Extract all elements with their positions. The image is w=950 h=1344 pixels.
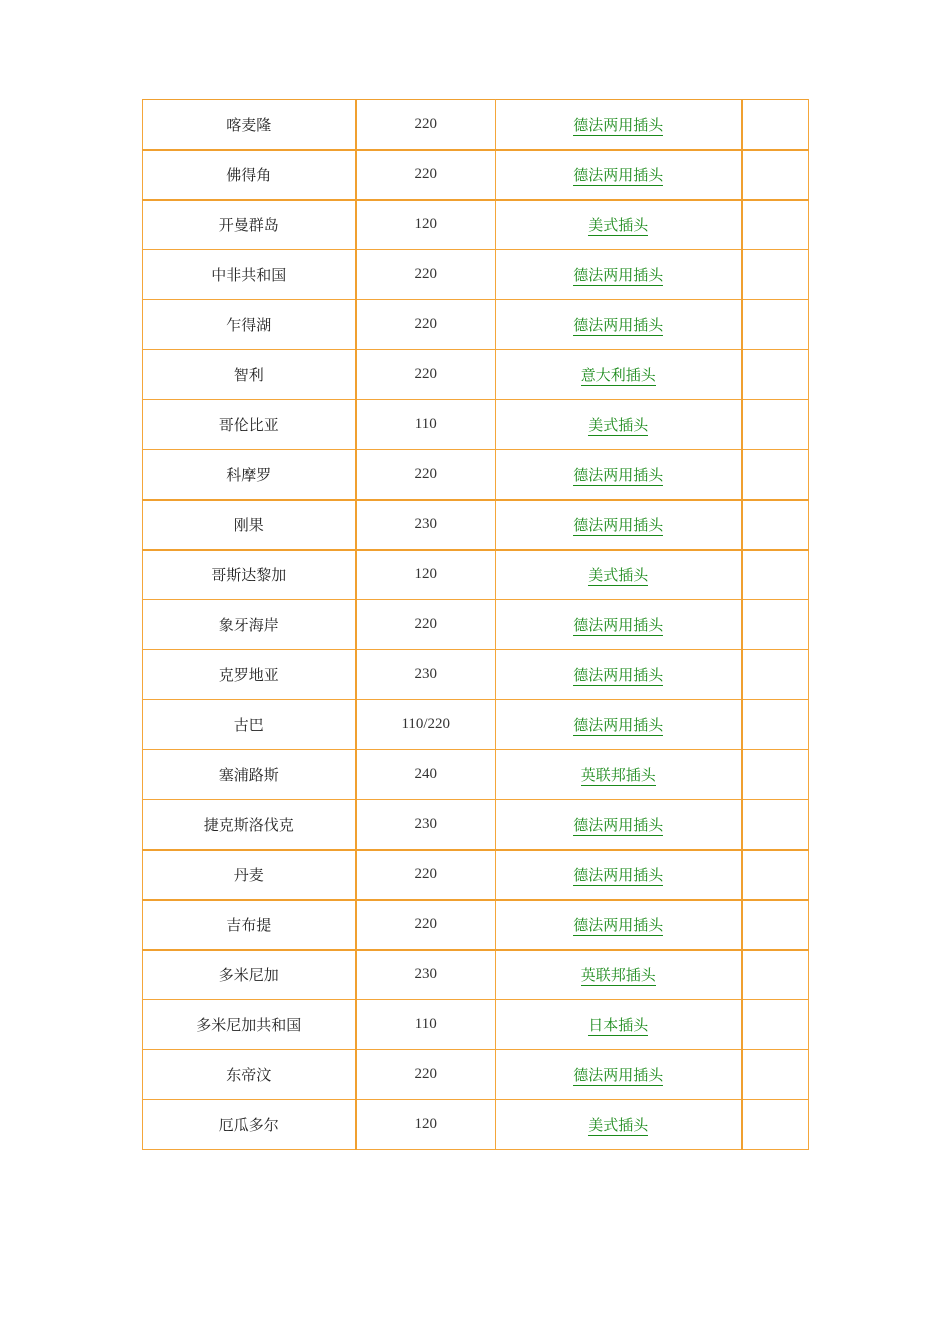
- plug-link[interactable]: 德法两用插头: [573, 866, 664, 884]
- country-cell: 刚果: [143, 500, 356, 550]
- plug-cell: [496, 600, 742, 650]
- plug-cell: [496, 950, 742, 1000]
- plug-link[interactable]: 德法两用插头: [573, 316, 664, 334]
- table-row: [143, 1000, 809, 1050]
- voltage-cell: 110/220: [356, 700, 496, 750]
- voltage-cell: 120: [356, 200, 496, 250]
- plug-cell: [496, 200, 742, 250]
- plug-cell: [496, 400, 742, 450]
- voltage-cell: 120: [356, 550, 496, 600]
- empty-cell: [742, 850, 809, 900]
- country-cell: 多米尼加: [143, 950, 356, 1000]
- plug-cell: [496, 700, 742, 750]
- country-cell: 丹麦: [143, 850, 356, 900]
- table-row: [143, 900, 809, 950]
- plug-link[interactable]: 德法两用插头: [573, 166, 664, 184]
- empty-cell: [742, 550, 809, 600]
- plug-link[interactable]: 美式插头: [588, 566, 649, 585]
- voltage-cell: 220: [356, 450, 496, 500]
- plug-link[interactable]: 意大利插头: [580, 366, 656, 384]
- plug-link[interactable]: 美式插头: [588, 1116, 649, 1134]
- voltage-plug-table: [142, 99, 809, 1150]
- table-row: [143, 450, 809, 500]
- table-row: [143, 600, 809, 650]
- plug-link[interactable]: 德法两用插头: [573, 1066, 664, 1084]
- empty-cell: [742, 300, 809, 350]
- plug-cell: [496, 900, 742, 950]
- empty-cell: [742, 700, 809, 750]
- country-cell: 哥斯达黎加: [143, 550, 356, 600]
- country-cell: 厄瓜多尔: [143, 1100, 356, 1150]
- empty-cell: [742, 150, 809, 200]
- table-row: [143, 200, 809, 250]
- table-row: [143, 850, 809, 900]
- empty-cell: [742, 1000, 809, 1050]
- country-cell: 智利: [143, 350, 356, 400]
- country-cell: 克罗地亚: [143, 650, 356, 700]
- voltage-cell: 220: [356, 1050, 496, 1100]
- country-cell: 捷克斯洛伐克: [143, 800, 356, 850]
- voltage-cell: 110: [356, 400, 496, 450]
- voltage-cell: 220: [356, 600, 496, 650]
- country-cell: 乍得湖: [143, 300, 356, 350]
- plug-cell: [496, 1100, 742, 1150]
- plug-cell: [496, 300, 742, 350]
- empty-cell: [742, 350, 809, 400]
- plug-cell: [496, 800, 742, 850]
- empty-cell: [742, 250, 809, 300]
- plug-link[interactable]: 德法两用插头: [573, 716, 664, 734]
- empty-cell: [742, 400, 809, 450]
- plug-cell: [496, 650, 742, 700]
- table-row: [143, 500, 809, 550]
- plug-cell: [496, 450, 742, 500]
- table-row: [143, 300, 809, 350]
- plug-link[interactable]: 德法两用插头: [573, 916, 664, 934]
- table-row: [143, 100, 809, 150]
- plug-link[interactable]: 德法两用插头: [573, 115, 664, 134]
- voltage-cell: 240: [356, 750, 496, 800]
- table-row: [143, 700, 809, 750]
- country-cell: 喀麦隆: [143, 100, 356, 150]
- empty-cell: [742, 500, 809, 550]
- voltage-cell: 230: [356, 500, 496, 550]
- empty-cell: [742, 200, 809, 250]
- voltage-cell: 220: [356, 300, 496, 350]
- plug-cell: [496, 350, 742, 400]
- plug-cell: [496, 1050, 742, 1100]
- table-row: [143, 1100, 809, 1150]
- plug-cell: [496, 550, 742, 600]
- voltage-cell: 220: [356, 250, 496, 300]
- table-row: [143, 950, 809, 1000]
- country-cell: 科摩罗: [143, 450, 356, 500]
- table-row: [143, 250, 809, 300]
- table-row: [143, 150, 809, 200]
- plug-link[interactable]: 德法两用插头: [573, 465, 664, 484]
- country-cell: 哥伦比亚: [143, 400, 356, 450]
- empty-cell: [742, 450, 809, 500]
- plug-cell: [496, 150, 742, 200]
- plug-link[interactable]: 德法两用插头: [573, 516, 664, 534]
- plug-link[interactable]: 英联邦插头: [580, 766, 656, 784]
- table-row: [143, 350, 809, 400]
- country-cell: 古巴: [143, 700, 356, 750]
- voltage-cell: 220: [356, 850, 496, 900]
- table-row: [143, 800, 809, 850]
- empty-cell: [742, 950, 809, 1000]
- voltage-cell: 230: [356, 650, 496, 700]
- plug-link[interactable]: 美式插头: [588, 416, 649, 434]
- empty-cell: [742, 650, 809, 700]
- plug-cell: [496, 750, 742, 800]
- empty-cell: [742, 100, 809, 150]
- voltage-cell: 120: [356, 1100, 496, 1150]
- plug-link[interactable]: 日本插头: [588, 1016, 649, 1034]
- country-cell: 象牙海岸: [143, 600, 356, 650]
- plug-link[interactable]: 德法两用插头: [573, 666, 664, 684]
- table-row: [143, 400, 809, 450]
- plug-link[interactable]: 德法两用插头: [573, 616, 664, 634]
- country-cell: 东帝汶: [143, 1050, 356, 1100]
- empty-cell: [742, 1050, 809, 1100]
- country-cell: 开曼群岛: [143, 200, 356, 250]
- plug-link[interactable]: 英联邦插头: [580, 966, 656, 985]
- voltage-cell: 220: [356, 350, 496, 400]
- plug-cell: [496, 1000, 742, 1050]
- country-cell: 多米尼加共和国: [143, 1000, 356, 1050]
- country-cell: 中非共和国: [143, 250, 356, 300]
- plug-link[interactable]: 德法两用插头: [573, 815, 664, 834]
- empty-cell: [742, 600, 809, 650]
- voltage-cell: 220: [356, 150, 496, 200]
- country-cell: 佛得角: [143, 150, 356, 200]
- plug-link[interactable]: 德法两用插头: [573, 266, 664, 284]
- plug-cell: [496, 850, 742, 900]
- empty-cell: [742, 1100, 809, 1150]
- voltage-cell: 220: [356, 900, 496, 950]
- table-row: [143, 1050, 809, 1100]
- table-row: [143, 550, 809, 600]
- plug-cell: [496, 250, 742, 300]
- country-cell: 塞浦路斯: [143, 750, 356, 800]
- plug-link[interactable]: 美式插头: [588, 216, 649, 235]
- voltage-cell: 230: [356, 950, 496, 1000]
- voltage-cell: 220: [356, 100, 496, 150]
- empty-cell: [742, 900, 809, 950]
- empty-cell: [742, 800, 809, 850]
- voltage-cell: 230: [356, 800, 496, 850]
- empty-cell: [742, 750, 809, 800]
- table-row: [143, 750, 809, 800]
- table-row: [143, 650, 809, 700]
- plug-cell: [496, 100, 742, 150]
- voltage-cell: 110: [356, 1000, 496, 1050]
- plug-cell: [496, 500, 742, 550]
- country-cell: 吉布提: [143, 900, 356, 950]
